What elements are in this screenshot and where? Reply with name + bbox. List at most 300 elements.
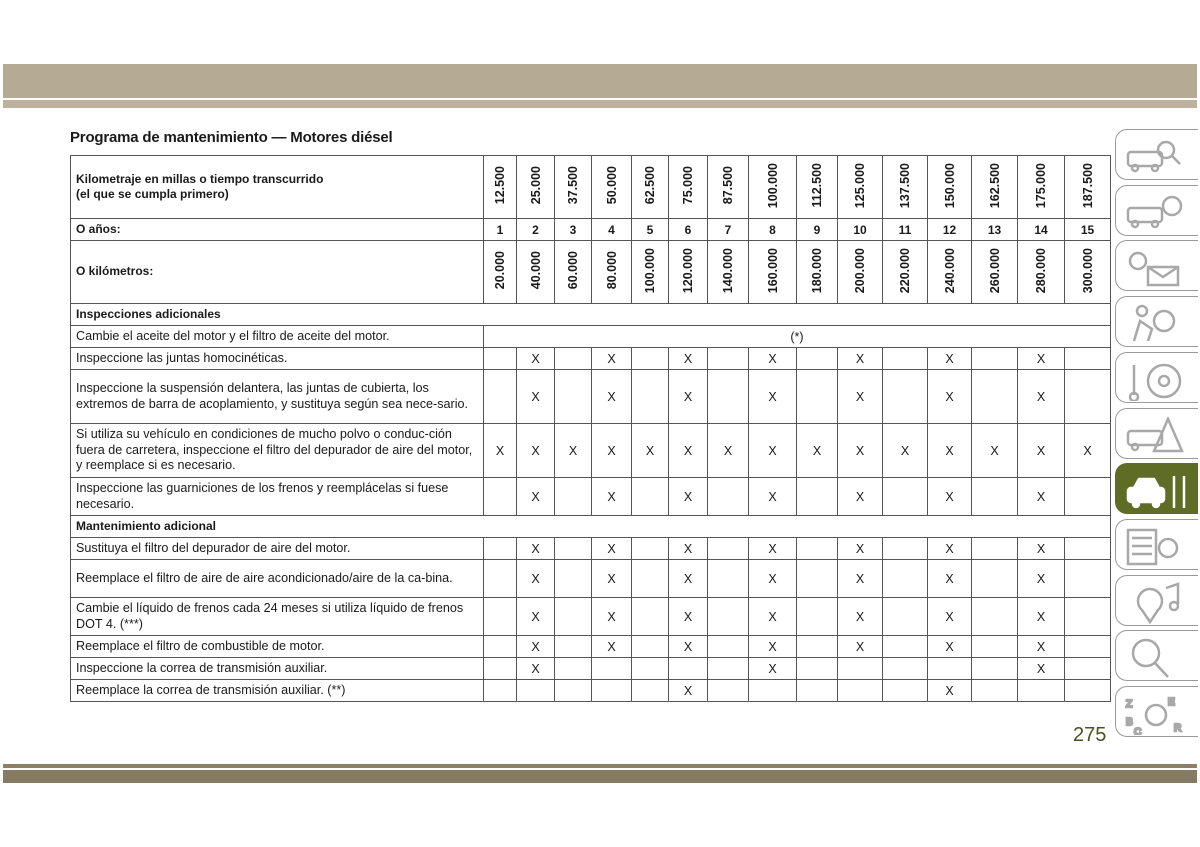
schedule-mark: [883, 538, 928, 560]
schedule-mark: [708, 658, 749, 680]
schedule-mark: [555, 636, 592, 658]
chapter-tab-car-wrench[interactable]: [1115, 463, 1198, 514]
header-rule: [3, 100, 1197, 108]
schedule-mark: X: [592, 598, 632, 636]
schedule-mark: [797, 560, 838, 598]
schedule-mark: X: [1018, 478, 1065, 516]
schedule-mark: [592, 658, 632, 680]
schedule-mark: X: [838, 478, 883, 516]
schedule-mark: [632, 348, 669, 370]
miles-value: 150.000: [942, 162, 957, 209]
schedule-mark: X: [517, 348, 555, 370]
km-value: 160.000: [765, 247, 780, 294]
schedule-mark: [517, 680, 555, 702]
schedule-mark: X: [517, 370, 555, 424]
km-value: 120.000: [681, 247, 695, 294]
schedule-mark: [632, 658, 669, 680]
schedule-mark: X: [517, 560, 555, 598]
schedule-mark: [797, 680, 838, 702]
schedule-mark: X: [838, 560, 883, 598]
schedule-mark: [632, 560, 669, 598]
schedule-mark: X: [838, 370, 883, 424]
schedule-mark: X: [928, 598, 972, 636]
car-search-icon: [1122, 134, 1188, 178]
km-value: 280.000: [1034, 247, 1048, 294]
schedule-mark: X: [592, 636, 632, 658]
music-location-icon: [1122, 580, 1188, 624]
chapter-tab-specs-gear[interactable]: [1115, 519, 1198, 570]
schedule-mark: [797, 348, 838, 370]
car-wrench-icon: [1122, 468, 1188, 512]
schedule-mark: X: [928, 478, 972, 516]
schedule-mark: [1065, 680, 1111, 702]
miles-cell: [838, 156, 883, 219]
schedule-mark: [972, 348, 1018, 370]
km-value: 40.000: [528, 251, 543, 290]
svg-text:Z: Z: [1126, 699, 1133, 710]
schedule-mark: X: [669, 348, 708, 370]
years-value: 1: [496, 222, 504, 237]
table-row: [71, 370, 1111, 424]
km-value: 300.000: [1080, 247, 1095, 294]
km-cell: [883, 241, 928, 304]
specs-gear-icon: [1122, 524, 1188, 568]
schedule-mark: [1065, 370, 1111, 424]
km-cell: [555, 241, 592, 304]
km-cell: [517, 241, 555, 304]
schedule-mark: [972, 560, 1018, 598]
schedule-mark: X: [928, 370, 972, 424]
task-description: Cambie el aceite del motor y el filtro de aceite del motor.: [71, 326, 484, 348]
miles-value: 125.000: [853, 162, 867, 209]
miles-label-line2: (el que se cumpla primero): [76, 187, 229, 201]
schedule-mark: [1065, 560, 1111, 598]
schedule-mark: [1065, 538, 1111, 560]
chapter-tab-alphabet-index[interactable]: [1115, 686, 1198, 737]
schedule-mark: [555, 478, 592, 516]
chapter-tab-car-search[interactable]: [1115, 129, 1198, 180]
schedule-mark: [484, 478, 517, 516]
schedule-mark: [632, 598, 669, 636]
years-value: 13: [987, 222, 1002, 237]
schedule-mark: X: [669, 636, 708, 658]
table-row: [71, 326, 1111, 348]
miles-cell: [972, 156, 1018, 219]
schedule-mark: X: [592, 538, 632, 560]
schedule-mark: X: [749, 636, 797, 658]
schedule-mark: [883, 370, 928, 424]
schedule-mark: X: [1018, 348, 1065, 370]
schedule-mark: X: [669, 680, 708, 702]
table-row: [71, 560, 1111, 598]
miles-label-line1: Kilometraje en millas o tiempo transcurrido: [76, 171, 324, 186]
schedule-mark: [1065, 598, 1111, 636]
km-label: O kilómetros:: [71, 241, 484, 304]
schedule-mark: [972, 658, 1018, 680]
years-cell: [838, 219, 883, 241]
schedule-mark: X: [928, 348, 972, 370]
schedule-mark: [928, 658, 972, 680]
schedule-mark: [555, 560, 592, 598]
schedule-mark: [838, 658, 883, 680]
years-value: 8: [769, 222, 776, 237]
schedule-mark: [1065, 636, 1111, 658]
schedule-mark: X: [1018, 538, 1065, 560]
km-value: 20.000: [493, 251, 507, 290]
miles-label-cell: [71, 156, 484, 219]
km-cell: [1018, 241, 1065, 304]
schedule-mark: [972, 680, 1018, 702]
schedule-mark: X: [928, 680, 972, 702]
schedule-mark: X: [797, 424, 838, 478]
km-cell: [749, 241, 797, 304]
car-warning-triangle-icon: [1122, 413, 1188, 457]
header-bar: [3, 64, 1197, 98]
km-value: 140.000: [721, 247, 735, 294]
years-cell: [797, 219, 838, 241]
schedule-mark: X: [838, 538, 883, 560]
schedule-mark: [972, 538, 1018, 560]
schedule-mark: X: [749, 598, 797, 636]
schedule-mark: [555, 680, 592, 702]
schedule-mark: X: [749, 424, 797, 478]
miles-value: 187.500: [1080, 162, 1095, 209]
schedule-mark: X: [928, 538, 972, 560]
car-info-icon: [1122, 190, 1188, 234]
task-description: Sustituya el filtro del depurador de aire del motor.: [71, 538, 484, 560]
miles-cell: [1065, 156, 1111, 219]
schedule-mark: [797, 478, 838, 516]
km-value: 100.000: [643, 247, 657, 294]
years-cell: [517, 219, 555, 241]
km-value: 220.000: [898, 247, 912, 294]
schedule-mark: X: [749, 560, 797, 598]
schedule-mark: [883, 658, 928, 680]
km-cell: [797, 241, 838, 304]
years-value: 14: [1034, 222, 1048, 237]
schedule-mark: [1065, 658, 1111, 680]
svg-text:C: C: [1134, 727, 1142, 735]
years-value: 6: [684, 222, 692, 237]
schedule-mark: [484, 370, 517, 424]
schedule-mark: [708, 636, 749, 658]
schedule-mark: X: [1065, 424, 1111, 478]
schedule-mark: [632, 370, 669, 424]
miles-value: 62.500: [643, 166, 657, 205]
schedule-mark: [669, 658, 708, 680]
miles-cell: [797, 156, 838, 219]
miles-value: 75.000: [681, 166, 695, 205]
task-note: (*): [484, 326, 1111, 348]
years-cell: [1018, 219, 1065, 241]
schedule-mark: X: [517, 598, 555, 636]
miles-value: 50.000: [604, 166, 619, 205]
km-cell: [928, 241, 972, 304]
km-value: 60.000: [566, 251, 580, 290]
schedule-mark: [797, 370, 838, 424]
schedule-mark: X: [669, 370, 708, 424]
schedule-mark: X: [1018, 598, 1065, 636]
years-cell: [669, 219, 708, 241]
schedule-mark: X: [1018, 560, 1065, 598]
miles-value: 112.500: [810, 163, 824, 208]
warning-lights-icon: [1122, 245, 1188, 289]
task-description: Reemplace la correa de transmisión auxiliar. (**): [71, 680, 484, 702]
km-cell: [838, 241, 883, 304]
chapter-tab-warning-lights[interactable]: [1115, 240, 1198, 291]
footer-bar: [3, 770, 1197, 783]
schedule-mark: [632, 478, 669, 516]
task-description: Inspeccione las juntas homocinéticas.: [71, 348, 484, 370]
miles-value: 162.500: [987, 162, 1002, 209]
schedule-mark: [592, 680, 632, 702]
schedule-mark: X: [669, 538, 708, 560]
schedule-mark: [883, 636, 928, 658]
schedule-mark: [708, 348, 749, 370]
schedule-mark: X: [749, 478, 797, 516]
chapter-tab-search-magnifier[interactable]: [1115, 630, 1198, 681]
schedule-mark: [484, 636, 517, 658]
table-row: [71, 348, 1111, 370]
schedule-mark: X: [838, 598, 883, 636]
steering-key-icon: [1122, 357, 1188, 401]
schedule-mark: [797, 658, 838, 680]
schedule-mark: [484, 658, 517, 680]
miles-cell: [555, 156, 592, 219]
schedule-mark: X: [517, 658, 555, 680]
table-row: [71, 658, 1111, 680]
schedule-mark: X: [928, 636, 972, 658]
search-magnifier-icon: [1122, 635, 1188, 679]
schedule-mark: X: [749, 348, 797, 370]
maintenance-schedule-table: [70, 155, 1111, 702]
chapter-tab-car-info[interactable]: [1115, 185, 1198, 236]
table-row: [71, 598, 1111, 636]
miles-value: 100.000: [765, 162, 780, 209]
schedule-mark: X: [669, 598, 708, 636]
task-description: Inspeccione la correa de transmisión auxiliar.: [71, 658, 484, 680]
chapter-tab-music-location[interactable]: [1115, 575, 1198, 626]
svg-text:E: E: [1168, 697, 1175, 708]
schedule-mark: X: [555, 424, 592, 478]
years-value: 5: [646, 222, 654, 237]
miles-value: 137.500: [898, 162, 912, 209]
miles-cell: [708, 156, 749, 219]
chapter-tab-car-warning-triangle[interactable]: [1115, 408, 1198, 459]
schedule-mark: X: [883, 424, 928, 478]
schedule-mark: [555, 598, 592, 636]
chapter-tab-steering-key[interactable]: [1115, 352, 1198, 403]
schedule-mark: [972, 636, 1018, 658]
miles-value: 87.500: [721, 166, 735, 205]
task-description: Cambie el líquido de frenos cada 24 meses si utiliza líquido de frenos DOT 4. (***): [71, 598, 484, 636]
schedule-mark: [883, 348, 928, 370]
years-value: 10: [853, 222, 867, 237]
years-value: 4: [608, 222, 615, 237]
years-cell: [708, 219, 749, 241]
alphabet-index-icon: [1122, 691, 1188, 735]
years-value: 7: [724, 222, 732, 237]
schedule-mark: X: [632, 424, 669, 478]
km-cell: [972, 241, 1018, 304]
schedule-mark: [708, 538, 749, 560]
years-value: 3: [569, 222, 577, 237]
schedule-mark: X: [669, 560, 708, 598]
years-cell: [883, 219, 928, 241]
years-cell: [749, 219, 797, 241]
miles-value: 175.000: [1034, 162, 1048, 209]
svg-text:B: B: [1126, 717, 1133, 728]
schedule-mark: X: [484, 424, 517, 478]
years-cell: [928, 219, 972, 241]
km-cell: [484, 241, 517, 304]
schedule-mark: X: [838, 636, 883, 658]
schedule-mark: X: [838, 348, 883, 370]
schedule-mark: X: [1018, 636, 1065, 658]
years-cell: [632, 219, 669, 241]
miles-value: 25.000: [528, 166, 543, 205]
task-description: Reemplace el filtro de combustible de motor.: [71, 636, 484, 658]
schedule-mark: X: [592, 478, 632, 516]
schedule-mark: [555, 538, 592, 560]
airbag-person-icon: [1122, 301, 1188, 345]
schedule-mark: [555, 658, 592, 680]
schedule-mark: X: [517, 478, 555, 516]
years-label: O años:: [71, 219, 484, 241]
section-header-inspections: Inspecciones adicionales: [71, 304, 1111, 326]
section-title: Programa de mantenimiento — Motores diésel: [70, 129, 393, 146]
task-description: Reemplace el filtro de aire de aire acondicionado/aire de la ca-bina.: [71, 560, 484, 598]
schedule-mark: [484, 560, 517, 598]
schedule-mark: [1018, 680, 1065, 702]
km-value: 260.000: [987, 247, 1002, 294]
km-cell: [708, 241, 749, 304]
chapter-tab-airbag-person[interactable]: [1115, 296, 1198, 347]
schedule-mark: [972, 598, 1018, 636]
years-value: 12: [942, 222, 957, 237]
schedule-mark: [1065, 348, 1111, 370]
schedule-mark: X: [838, 424, 883, 478]
schedule-mark: X: [1018, 424, 1065, 478]
miles-cell: [592, 156, 632, 219]
schedule-mark: X: [669, 424, 708, 478]
miles-value: 37.500: [566, 166, 580, 205]
years-cell: [972, 219, 1018, 241]
miles-cell: [749, 156, 797, 219]
schedule-mark: X: [972, 424, 1018, 478]
years-value: 2: [532, 222, 539, 237]
miles-cell: [632, 156, 669, 219]
miles-value: 12.500: [493, 166, 507, 205]
schedule-mark: X: [592, 560, 632, 598]
schedule-mark: [797, 538, 838, 560]
schedule-mark: X: [749, 658, 797, 680]
schedule-mark: X: [708, 424, 749, 478]
schedule-mark: [484, 538, 517, 560]
schedule-mark: X: [517, 538, 555, 560]
footer-rule: [3, 764, 1197, 768]
schedule-mark: X: [928, 424, 972, 478]
schedule-mark: [749, 680, 797, 702]
schedule-mark: X: [749, 370, 797, 424]
schedule-mark: X: [928, 560, 972, 598]
schedule-mark: [555, 348, 592, 370]
schedule-mark: [708, 560, 749, 598]
schedule-mark: X: [592, 424, 632, 478]
schedule-mark: [883, 680, 928, 702]
schedule-mark: [838, 680, 883, 702]
task-description: Inspeccione la suspensión delantera, las juntas de cubierta, los extremos de barra de acoplamiento, y sustituya según sea nece-sario.: [71, 370, 484, 424]
schedule-mark: X: [1018, 658, 1065, 680]
schedule-mark: X: [669, 478, 708, 516]
schedule-mark: [632, 538, 669, 560]
schedule-mark: [797, 636, 838, 658]
schedule-mark: [484, 680, 517, 702]
km-value: 240.000: [942, 247, 957, 294]
table-row: [71, 680, 1111, 702]
km-cell: [669, 241, 708, 304]
schedule-mark: [883, 560, 928, 598]
schedule-mark: [883, 598, 928, 636]
schedule-mark: [484, 598, 517, 636]
section-header-maintenance: Mantenimiento adicional: [71, 516, 1111, 538]
km-cell: [592, 241, 632, 304]
table-row: [71, 636, 1111, 658]
schedule-mark: [555, 370, 592, 424]
schedule-mark: X: [592, 348, 632, 370]
miles-cell: [484, 156, 517, 219]
schedule-mark: [972, 478, 1018, 516]
schedule-mark: X: [517, 636, 555, 658]
years-cell: [1065, 219, 1111, 241]
schedule-mark: X: [517, 424, 555, 478]
miles-cell: [669, 156, 708, 219]
km-value: 180.000: [810, 247, 824, 294]
years-value: 11: [898, 222, 912, 237]
task-description: Si utiliza su vehículo en condiciones de mucho polvo o conduc-ción fuera de carretera, inspeccione el filtro del depurador de aire del motor, y reemplace si es necesario.: [71, 424, 484, 478]
schedule-mark: [1065, 478, 1111, 516]
miles-cell: [883, 156, 928, 219]
schedule-mark: X: [592, 370, 632, 424]
years-cell: [592, 219, 632, 241]
table-row: [71, 538, 1111, 560]
schedule-mark: [708, 370, 749, 424]
schedule-mark: X: [749, 538, 797, 560]
schedule-mark: [883, 478, 928, 516]
schedule-mark: [708, 478, 749, 516]
table-row: [71, 424, 1111, 478]
km-cell: [1065, 241, 1111, 304]
schedule-mark: [708, 680, 749, 702]
page-number: 275: [1073, 724, 1107, 746]
km-value: 80.000: [604, 251, 619, 290]
svg-text:R: R: [1174, 723, 1182, 734]
years-value: 15: [1080, 222, 1095, 237]
schedule-mark: [484, 348, 517, 370]
miles-cell: [928, 156, 972, 219]
schedule-mark: X: [1018, 370, 1065, 424]
schedule-mark: [632, 680, 669, 702]
table-row: [71, 478, 1111, 516]
schedule-mark: [708, 598, 749, 636]
years-cell: [484, 219, 517, 241]
miles-cell: [517, 156, 555, 219]
schedule-mark: [972, 370, 1018, 424]
km-value: 200.000: [853, 247, 867, 294]
schedule-mark: [797, 598, 838, 636]
years-cell: [555, 219, 592, 241]
years-value: 9: [813, 222, 821, 237]
